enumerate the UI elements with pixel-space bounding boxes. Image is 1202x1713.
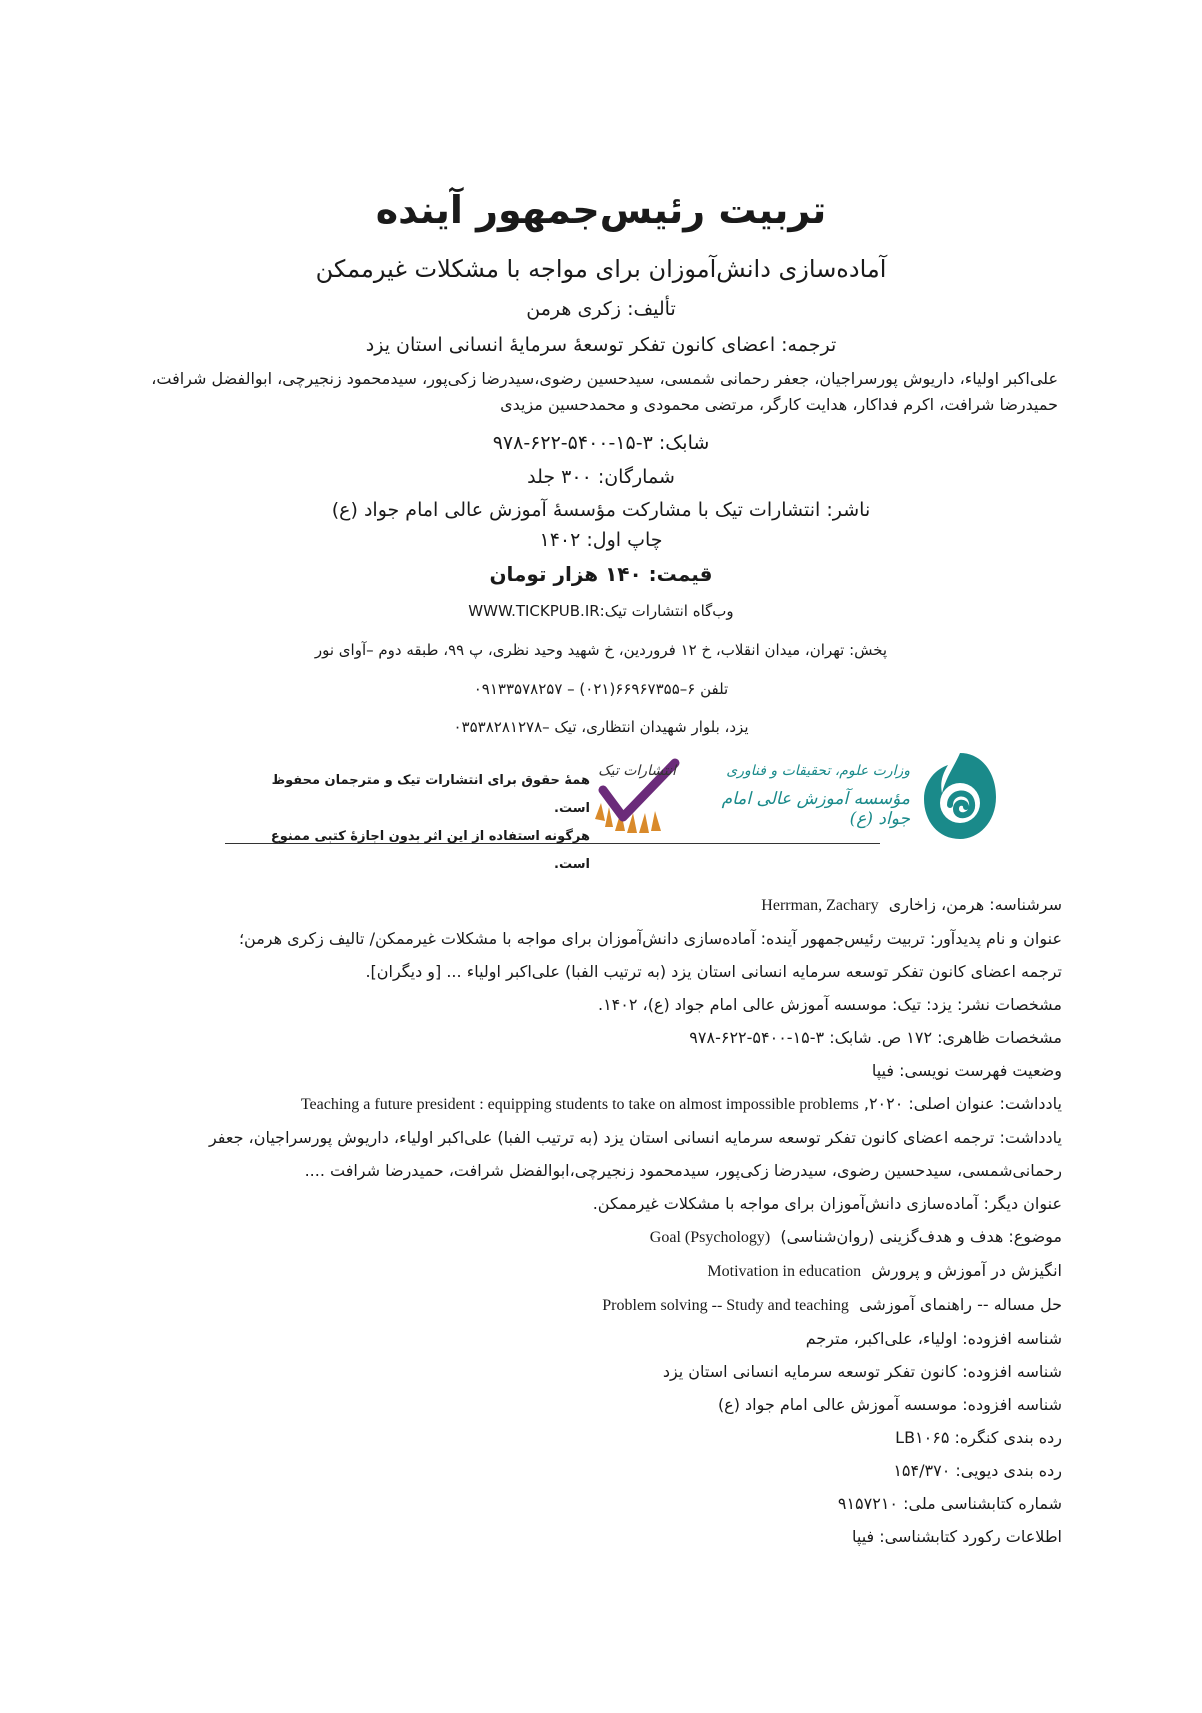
- copyright-line: همهٔ حقوق برای انتشارات تیک و مترجمان محفوظ است.: [271, 773, 590, 816]
- translation-line: ترجمه: اعضای کانون تفکر توسعهٔ سرمایهٔ انسانی استان یزد: [365, 334, 837, 356]
- cip-translators-note: یادداشت: ترجمه اعضای کانون تفکر توسعه سرمایه انسانی استان یزد (به ترتیب الفبا) علی‌اکبر اولیاء، داریوش پورسراجیان، جعفر: [208, 1128, 1062, 1147]
- cip-national-number: شماره کتابشناسی ملی: ۹۱۵۷۲۱۰: [837, 1494, 1062, 1513]
- cip-added-entry: شناسه افزوده: اولیاء، علی‌اکبر، مترجم: [805, 1329, 1062, 1348]
- cip-publication: مشخصات نشر: یزد: تیک: موسسه آموزش عالی امام جواد (ع)، ۱۴۰۲.: [597, 995, 1062, 1014]
- price-line: قیمت: ۱۴۰ هزار تومان: [489, 562, 713, 586]
- cip-original-title-fa: یادداشت: عنوان اصلی: ۲۰۲۰,: [863, 1094, 1062, 1113]
- cip-subject: [132, 1220, 1062, 1254]
- cip-subject-en: Motivation in education: [707, 1263, 862, 1280]
- institute-text: [710, 763, 910, 829]
- edition-line: چاپ اول: ۱۴۰۲: [539, 529, 663, 551]
- cip-dewey-class: رده بندی دیویی: ۱۵۴/۳۷۰: [893, 1461, 1062, 1480]
- cip-original-title-en: Teaching a future president : equipping students to take on almost impossible problems: [300, 1096, 859, 1113]
- yazd-address-line: یزد، بلوار شهیدان انتظاری، تیک –۰۳۵۳۸۲۸۱۲۷۸: [453, 718, 749, 736]
- cip-author: [132, 888, 1062, 922]
- cip-lc-class: رده بندی کنگره: LB۱۰۶۵: [895, 1428, 1062, 1447]
- cip-subject-fa: انگیزش در آموزش و پرورش: [871, 1261, 1062, 1280]
- cip-record-info: اطلاعات رکورد کتابشناسی: فیپا: [852, 1527, 1062, 1546]
- translators-list: [148, 366, 1058, 418]
- cip-added-entry: شناسه افزوده: موسسه آموزش عالی امام جواد (ع): [717, 1395, 1062, 1414]
- isbn-line: شابک: ۳-۱۵-۵۴۰۰-۶۲۲-۹۷۸: [492, 432, 710, 454]
- author-line: تألیف: زکری هرمن: [526, 298, 676, 320]
- book-title: تربیت رئیس‌جمهور آینده: [375, 188, 827, 232]
- phone-line: تلفن ۶–۶۶۹۶۷۳۵۵(۰۲۱) – ۰۹۱۳۳۵۷۸۲۵۷: [473, 680, 729, 698]
- logo-row: [220, 745, 1010, 872]
- cip-subject-en: Problem solving -- Study and teaching: [602, 1297, 849, 1314]
- cip-other-title: عنوان دیگر: آماده‌سازی دانش‌آموزان برای مواجه با مشکلات غیرممکن.: [592, 1194, 1062, 1213]
- translators-line: حمیدرضا شرافت، اکرم فداکار، هدایت کارگر، مرتضی محمودی و محمدحسین مزیدی: [500, 395, 1058, 414]
- cip-subject-en: Goal (Psychology): [649, 1229, 771, 1246]
- cataloging-in-publication: [132, 888, 1062, 1553]
- ministry-line: وزارت علوم، تحقیقات و فناوری: [726, 763, 910, 779]
- distribution-line: پخش: تهران، میدان انقلاب، خ ۱۲ فروردین، خ شهید وحید نظری، پ ۹۹، طبقه دوم –آوای نور: [314, 641, 888, 659]
- cip-author-en: Herrman, Zachary: [761, 897, 879, 914]
- cip-author-fa: سرشناسه: هرمن، زاخاری: [888, 895, 1062, 914]
- tick-logo-text: انتشارات تیک: [598, 763, 676, 779]
- divider: [225, 843, 880, 844]
- imam-javad-institute-logo-icon: [920, 747, 1000, 847]
- cip-original-title: [132, 1087, 1062, 1121]
- copyright-notice: [250, 767, 590, 879]
- website-line: وب‌گاه انتشارات تیک:WWW.TICKPUB.IR: [468, 602, 734, 620]
- copyright-line: هرگونه استفاده از این اثر بدون اجازهٔ کتبی ممنوع است.: [270, 829, 590, 872]
- cip-subject: [132, 1254, 1062, 1288]
- translators-line: علی‌اکبر اولیاء، داریوش پورسراجیان، جعفر رحمانی شمسی، سیدحسین رضوی،سیدرضا زکی‌پور، سیدمحمود زنجیرچی، ابوالفضل شرافت،: [151, 369, 1058, 388]
- cip-subject-fa: حل مساله -- راهنمای آموزشی: [859, 1295, 1062, 1314]
- print-run: شمارگان: ۳۰۰ جلد: [527, 466, 675, 488]
- publisher-line: ناشر: انتشارات تیک با مشارکت مؤسسهٔ آموزش عالی امام جواد (ع): [331, 499, 871, 521]
- institute-name: مؤسسه آموزش عالی امام جواد (ع): [721, 789, 910, 829]
- cip-subject-fa: موضوع: هدف و هدف‌گزینی (روان‌شناسی): [780, 1227, 1062, 1246]
- book-subtitle: آماده‌سازی دانش‌آموزان برای مواجه با مشکلات غیرممکن: [315, 255, 887, 283]
- cip-added-entry: شناسه افزوده: کانون تفکر توسعه سرمایه انسانی استان یزد: [662, 1362, 1062, 1381]
- cip-cataloging-status: وضعیت فهرست نویسی: فیپا: [871, 1061, 1062, 1080]
- cip-physical: مشخصات ظاهری: ۱۷۲ ص. شابک: ۳-۱۵-۵۴۰۰-۶۲۲-۹۷۸: [689, 1028, 1062, 1047]
- tick-publisher-logo-icon: [575, 745, 695, 845]
- cip-title-line: عنوان و نام پدیدآور: تربیت رئیس‌جمهور آینده: آماده‌سازی دانش‌آموزان برای مواجه با مشکلات غیرممکن/ تالیف زکری هرمن؛: [238, 929, 1062, 948]
- cip-title-line: ترجمه اعضای کانون تفکر توسعه سرمایه انسانی استان یزد (به ترتیب الفبا) علی‌اکبر اولیاء ... [و دیگران].: [365, 962, 1062, 981]
- cip-subject: [132, 1288, 1062, 1322]
- cip-translators-note: رحمانی‌شمسی، سیدحسین رضوی، سیدرضا زکی‌پور، سیدمحمود زنجیرچی،ابوالفضل شرافت، حمیدرضا شرافت ....: [304, 1161, 1062, 1180]
